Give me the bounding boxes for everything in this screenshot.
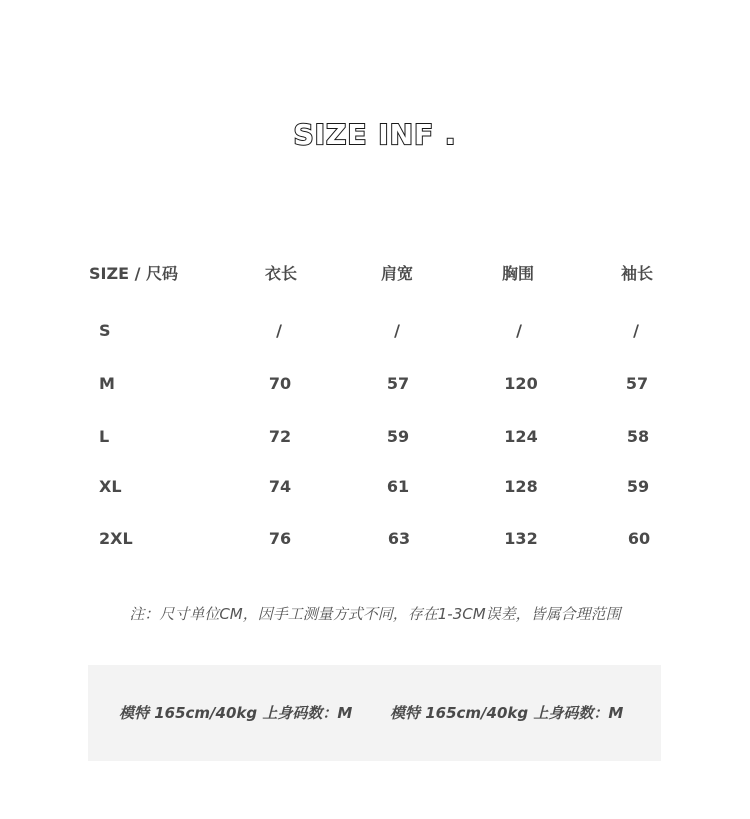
table-cell-size: L — [99, 427, 110, 446]
table-cell-chest: 124 — [504, 427, 538, 446]
model-info-box — [88, 665, 661, 761]
table-cell-size: M — [99, 374, 115, 393]
table-header-length: 衣长 — [264, 264, 298, 283]
table-cell-size: 2XL — [99, 529, 133, 548]
page-title: SIZE INF . — [293, 118, 457, 151]
table-cell-size: XL — [99, 477, 122, 496]
table-cell-length: / — [276, 321, 282, 340]
table-cell-chest: 132 — [504, 529, 538, 548]
table-header-sleeve: 袖长 — [620, 264, 654, 283]
table-cell-sleeve: 57 — [625, 374, 649, 393]
table-cell-sleeve: / — [633, 321, 639, 340]
table-header-shoulder: 肩宽 — [380, 264, 414, 283]
table-cell-chest: / — [516, 321, 522, 340]
model-info-right: 模特 165cm/40kg 上身码数：M — [390, 704, 624, 722]
table-cell-shoulder: / — [394, 321, 400, 340]
table-cell-sleeve: 58 — [626, 427, 650, 446]
table-cell-shoulder: 59 — [386, 427, 410, 446]
table-cell-chest: 120 — [504, 374, 538, 393]
table-cell-sleeve: 59 — [626, 477, 650, 496]
table-cell-size: S — [99, 321, 111, 340]
table-header-size: SIZE / 尺码 — [89, 264, 178, 283]
measurement-note: 注：尺寸单位CM，因手工测量方式不同，存在1-3CM误差，皆属合理范围 — [129, 605, 621, 623]
table-cell-length: 70 — [268, 374, 292, 393]
table-cell-length: 72 — [268, 427, 292, 446]
table-cell-chest: 128 — [504, 477, 538, 496]
table-cell-length: 74 — [268, 477, 292, 496]
table-cell-length: 76 — [268, 529, 292, 548]
model-info-left: 模特 165cm/40kg 上身码数：M — [119, 704, 353, 722]
table-cell-shoulder: 63 — [387, 529, 411, 548]
table-cell-shoulder: 57 — [386, 374, 410, 393]
table-cell-sleeve: 60 — [627, 529, 651, 548]
table-cell-shoulder: 61 — [386, 477, 410, 496]
table-header-chest: 胸围 — [501, 264, 535, 283]
